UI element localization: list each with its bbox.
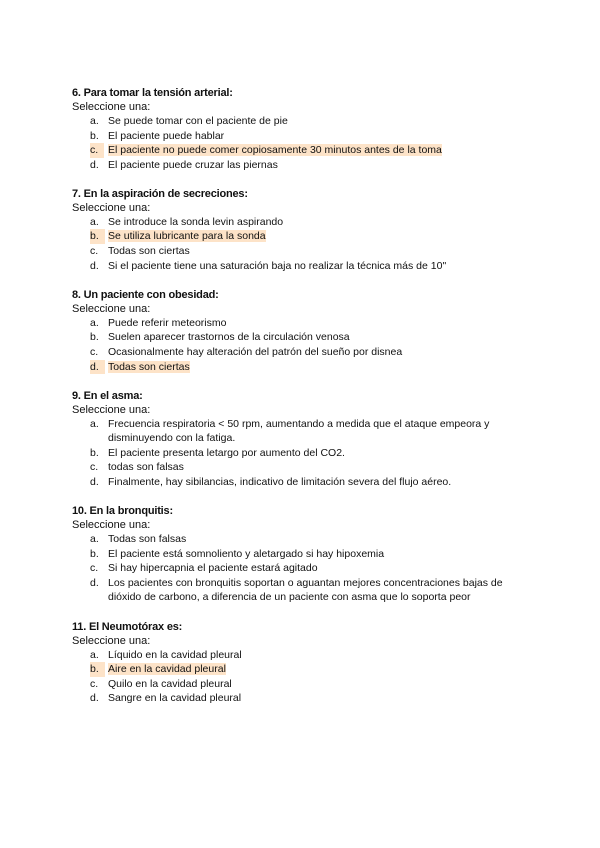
option-text: Frecuencia respiratoria < 50 rpm, aumentando a medida que el ataque empeora y disminuyendo con la fatiga. <box>108 417 490 445</box>
option-letter: d. <box>90 576 99 589</box>
option-b[interactable] <box>72 662 532 677</box>
question-prompt: Seleccione una: <box>72 201 151 214</box>
question-prompt: Seleccione una: <box>72 302 151 315</box>
option-text: Los pacientes con bronquitis soportan o aguantan mejores concentraciones bajas de dióxido de carbono, a diferencia de un paciente con asma que lo soporta peor <box>108 576 503 604</box>
option-letter: b. <box>90 229 105 244</box>
option-letter: d. <box>90 158 99 171</box>
option-list <box>72 417 532 490</box>
option-text: Si hay hipercapnia el paciente estará agitado <box>108 562 318 575</box>
option-c[interactable] <box>72 561 532 576</box>
option-text: Todas son falsas <box>108 533 187 546</box>
option-c[interactable] <box>72 460 532 475</box>
question-title: 6. Para tomar la tensión arterial: <box>72 87 233 99</box>
option-b[interactable] <box>72 129 532 144</box>
option-letter: c. <box>90 562 99 575</box>
option-letter: c. <box>90 677 99 690</box>
option-text: Finalmente, hay sibilancias, indicativo de limitación severa del flujo aéreo. <box>108 476 452 488</box>
option-list <box>72 532 532 605</box>
option-c[interactable] <box>72 677 532 692</box>
question-prompt: Seleccione una: <box>72 634 151 647</box>
option-text: Si el paciente tiene una saturación baja no realizar la técnica más de 10" <box>108 259 447 272</box>
question-title: 8. Un paciente con obesidad: <box>72 288 219 301</box>
option-b[interactable] <box>72 547 532 562</box>
question-8 <box>72 288 532 374</box>
question-prompt: Seleccione una: <box>72 101 151 113</box>
option-a[interactable] <box>72 417 532 446</box>
option-letter: a. <box>90 533 99 546</box>
option-text: El paciente puede cruzar las piernas <box>108 158 278 171</box>
option-b[interactable] <box>72 446 532 461</box>
option-text: Ocasionalmente hay alteración del patrón del sueño por disnea <box>108 345 403 358</box>
question-prompt: Seleccione una: <box>72 403 151 416</box>
option-text: Suelen aparecer trastornos de la circulación venosa <box>108 331 350 344</box>
option-d[interactable] <box>72 259 532 274</box>
option-text: Líquido en la cavidad pleural <box>108 648 242 661</box>
option-letter: a. <box>90 115 99 127</box>
option-a[interactable] <box>72 648 532 663</box>
question-10 <box>72 504 532 605</box>
option-a[interactable] <box>72 114 532 129</box>
option-text: El paciente presenta letargo por aumento del CO2. <box>108 446 345 459</box>
question-title: 9. En el asma: <box>72 389 143 402</box>
option-c[interactable] <box>72 345 532 360</box>
option-b[interactable] <box>72 229 532 244</box>
option-text: Se introduce la sonda levin aspirando <box>108 215 284 228</box>
option-text: Quilo en la cavidad pleural <box>108 677 232 690</box>
option-text: Se utiliza lubricante para la sonda <box>108 230 266 243</box>
option-text: El paciente está somnoliento y aletargado si hay hipoxemia <box>108 547 385 560</box>
option-text: Todas son ciertas <box>108 360 190 373</box>
option-a[interactable] <box>72 316 532 331</box>
option-list <box>72 316 532 374</box>
option-letter: b. <box>90 129 99 142</box>
option-letter: a. <box>90 648 99 661</box>
option-d[interactable] <box>72 576 532 605</box>
question-7 <box>72 187 532 273</box>
option-list <box>72 114 532 172</box>
option-d[interactable] <box>72 158 532 173</box>
option-d[interactable] <box>72 475 532 490</box>
option-letter: b. <box>90 331 99 344</box>
option-letter: a. <box>90 316 99 329</box>
option-text: Se puede tomar con el paciente de pie <box>108 115 288 127</box>
option-c[interactable] <box>72 143 532 158</box>
option-d[interactable] <box>72 691 532 706</box>
question-11 <box>72 620 532 706</box>
question-title: 11. El Neumotórax es: <box>72 620 183 633</box>
option-letter: c. <box>90 143 104 158</box>
option-letter: c. <box>90 461 99 474</box>
option-text: Aire en la cavidad pleural <box>108 663 226 676</box>
question-title: 10. En la bronquitis: <box>72 505 173 518</box>
option-letter: d. <box>90 259 99 272</box>
question-title: 7. En la aspiración de secreciones: <box>72 187 248 200</box>
option-letter: d. <box>90 360 105 375</box>
option-a[interactable] <box>72 532 532 547</box>
option-text: Sangre en la cavidad pleural <box>108 692 242 705</box>
option-text: El paciente no puede comer copiosamente 30 minutos antes de la toma <box>108 144 442 157</box>
option-letter: a. <box>90 215 99 228</box>
option-letter: b. <box>90 446 99 459</box>
option-c[interactable] <box>72 244 532 259</box>
quiz-page <box>72 86 532 720</box>
option-letter: b. <box>90 547 99 560</box>
option-text: Puede referir meteorismo <box>108 316 227 329</box>
option-d[interactable] <box>72 360 532 375</box>
option-letter: d. <box>90 692 99 705</box>
option-letter: d. <box>90 476 99 488</box>
question-9 <box>72 389 532 490</box>
option-letter: a. <box>90 417 99 430</box>
option-text: todas son falsas <box>108 461 184 474</box>
question-prompt: Seleccione una: <box>72 519 151 532</box>
option-letter: b. <box>90 662 105 677</box>
option-text: El paciente puede hablar <box>108 129 225 142</box>
option-text: Todas son ciertas <box>108 245 190 258</box>
question-6 <box>72 86 532 172</box>
option-a[interactable] <box>72 215 532 230</box>
option-letter: c. <box>90 345 99 358</box>
option-letter: c. <box>90 245 99 258</box>
option-list <box>72 648 532 706</box>
option-list <box>72 215 532 273</box>
option-b[interactable] <box>72 330 532 345</box>
